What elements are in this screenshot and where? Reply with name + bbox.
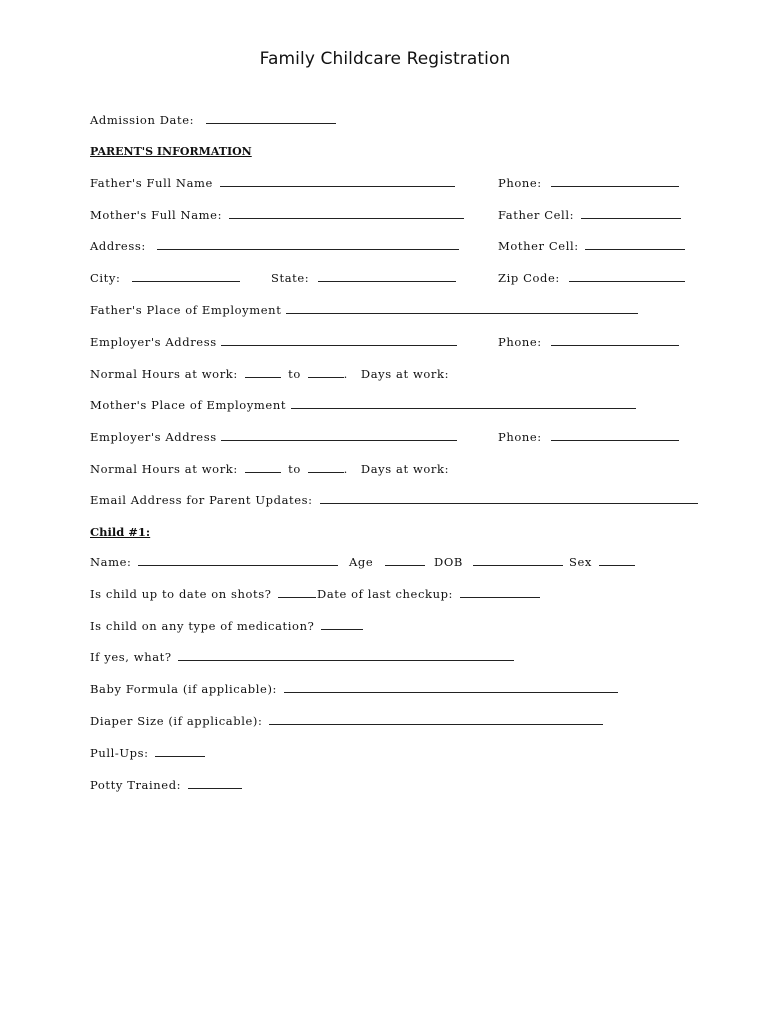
hours-to-label-1: to	[288, 367, 301, 381]
parents-section-row	[90, 142, 252, 160]
father-name-label: Father's Full Name	[90, 176, 213, 190]
formula-row	[90, 680, 618, 698]
child-section-row	[90, 523, 150, 541]
shots-row	[90, 585, 316, 603]
hours-row-2: Normal Hours at work: to . Days at work:	[90, 462, 450, 476]
diaper-field[interactable]	[269, 714, 603, 725]
diaper-label: Diaper Size (if applicable):	[90, 714, 263, 728]
city-label: City:	[90, 271, 121, 285]
child-name-row	[90, 553, 338, 571]
hours-start-field-1[interactable]	[245, 367, 281, 378]
phone-label-3: Phone:	[498, 430, 542, 444]
mother-name-row	[90, 206, 464, 224]
father-employment-field[interactable]	[286, 303, 638, 314]
potty-row	[90, 776, 242, 794]
child-name-label: Name:	[90, 555, 132, 569]
admission-date-row	[90, 111, 336, 129]
shots-label: Is child up to date on shots?	[90, 587, 272, 601]
zip-row	[498, 269, 685, 287]
father-cell-field[interactable]	[581, 208, 681, 219]
checkup-label: Date of last checkup:	[317, 587, 454, 601]
email-label: Email Address for Parent Updates:	[90, 493, 313, 507]
phone-row-1	[498, 174, 679, 192]
state-label: State:	[271, 271, 310, 285]
phone-label-2: Phone:	[498, 335, 542, 349]
child-name-field[interactable]	[138, 555, 338, 566]
parents-section-heading: PARENT'S INFORMATION	[90, 145, 252, 158]
if-yes-label: If yes, what?	[90, 650, 172, 664]
pullups-field[interactable]	[155, 746, 205, 757]
employer-address-field-2[interactable]	[221, 430, 457, 441]
medication-field[interactable]	[321, 619, 363, 630]
mother-employment-field[interactable]	[291, 398, 636, 409]
phone-row-3	[498, 428, 679, 446]
checkup-row	[317, 585, 540, 603]
hours-label-2: Normal Hours at work:	[90, 462, 238, 476]
child-section-heading: Child #1:	[90, 525, 151, 539]
address-label: Address:	[90, 239, 146, 253]
father-employment-label: Father's Place of Employment	[90, 303, 282, 317]
child-dob-row	[434, 553, 563, 571]
phone-field-3[interactable]	[551, 430, 679, 441]
child-age-label: Age	[349, 555, 374, 569]
mother-name-field[interactable]	[229, 208, 464, 219]
father-cell-label: Father Cell:	[498, 208, 575, 222]
days-at-work-label-1: Days at work:	[360, 367, 450, 381]
father-cell-row	[498, 206, 681, 224]
email-field[interactable]	[320, 493, 698, 504]
child-sex-label: Sex	[569, 555, 592, 569]
hours-end-field-2[interactable]	[308, 462, 344, 473]
mother-cell-row	[498, 237, 685, 255]
checkup-field[interactable]	[460, 587, 540, 598]
hours-end-field-1[interactable]	[308, 367, 344, 378]
child-age-field[interactable]	[385, 555, 425, 566]
employer-address-row-2	[90, 428, 457, 446]
father-name-field[interactable]	[220, 176, 455, 187]
father-employment-row	[90, 301, 638, 319]
formula-field[interactable]	[284, 682, 618, 693]
admission-date-label: Admission Date:	[90, 113, 195, 127]
address-row	[90, 237, 459, 255]
child-sex-field[interactable]	[599, 555, 635, 566]
child-dob-label: DOB	[434, 555, 463, 569]
admission-date-field[interactable]	[206, 113, 336, 124]
mother-cell-field[interactable]	[585, 239, 685, 250]
city-row	[90, 269, 240, 287]
formula-label: Baby Formula (if applicable):	[90, 682, 278, 696]
state-row	[271, 269, 456, 287]
child-dob-field[interactable]	[473, 555, 563, 566]
phone-field-1[interactable]	[551, 176, 679, 187]
child-sex-row	[569, 553, 635, 571]
potty-label: Potty Trained:	[90, 778, 182, 792]
employer-address-row-1	[90, 333, 457, 351]
city-field[interactable]	[132, 271, 240, 282]
employer-address-label-1: Employer's Address	[90, 335, 217, 349]
child-age-row	[349, 553, 425, 571]
state-field[interactable]	[318, 271, 456, 282]
potty-field[interactable]	[188, 778, 242, 789]
hours-start-field-2[interactable]	[245, 462, 281, 473]
medication-row	[90, 617, 363, 635]
form-title: Family Childcare Registration	[259, 49, 511, 69]
days-at-work-label-2: Days at work:	[360, 462, 450, 476]
mother-cell-label: Mother Cell:	[498, 239, 579, 253]
if-yes-row	[90, 648, 514, 666]
hours-row-1: Normal Hours at work: to . Days at work:	[90, 367, 450, 381]
father-name-row	[90, 174, 455, 192]
mother-employment-label: Mother's Place of Employment	[90, 398, 287, 412]
phone-field-2[interactable]	[551, 335, 679, 346]
shots-field[interactable]	[278, 587, 316, 598]
phone-row-2	[498, 333, 679, 351]
address-field[interactable]	[157, 239, 459, 250]
if-yes-field[interactable]	[178, 650, 514, 661]
hours-to-label-2: to	[288, 462, 301, 476]
mother-name-label: Mother's Full Name:	[90, 208, 223, 222]
hours-label-1: Normal Hours at work:	[90, 367, 238, 381]
pullups-row	[90, 744, 205, 762]
medication-label: Is child on any type of medication?	[90, 619, 315, 633]
mother-employment-row	[90, 396, 636, 414]
email-row	[90, 491, 698, 509]
employer-address-label-2: Employer's Address	[90, 430, 217, 444]
employer-address-field-1[interactable]	[221, 335, 457, 346]
zip-label: Zip Code:	[498, 271, 560, 285]
diaper-row	[90, 712, 603, 730]
zip-field[interactable]	[569, 271, 685, 282]
phone-label-1: Phone:	[498, 176, 542, 190]
pullups-label: Pull-Ups:	[90, 746, 149, 760]
